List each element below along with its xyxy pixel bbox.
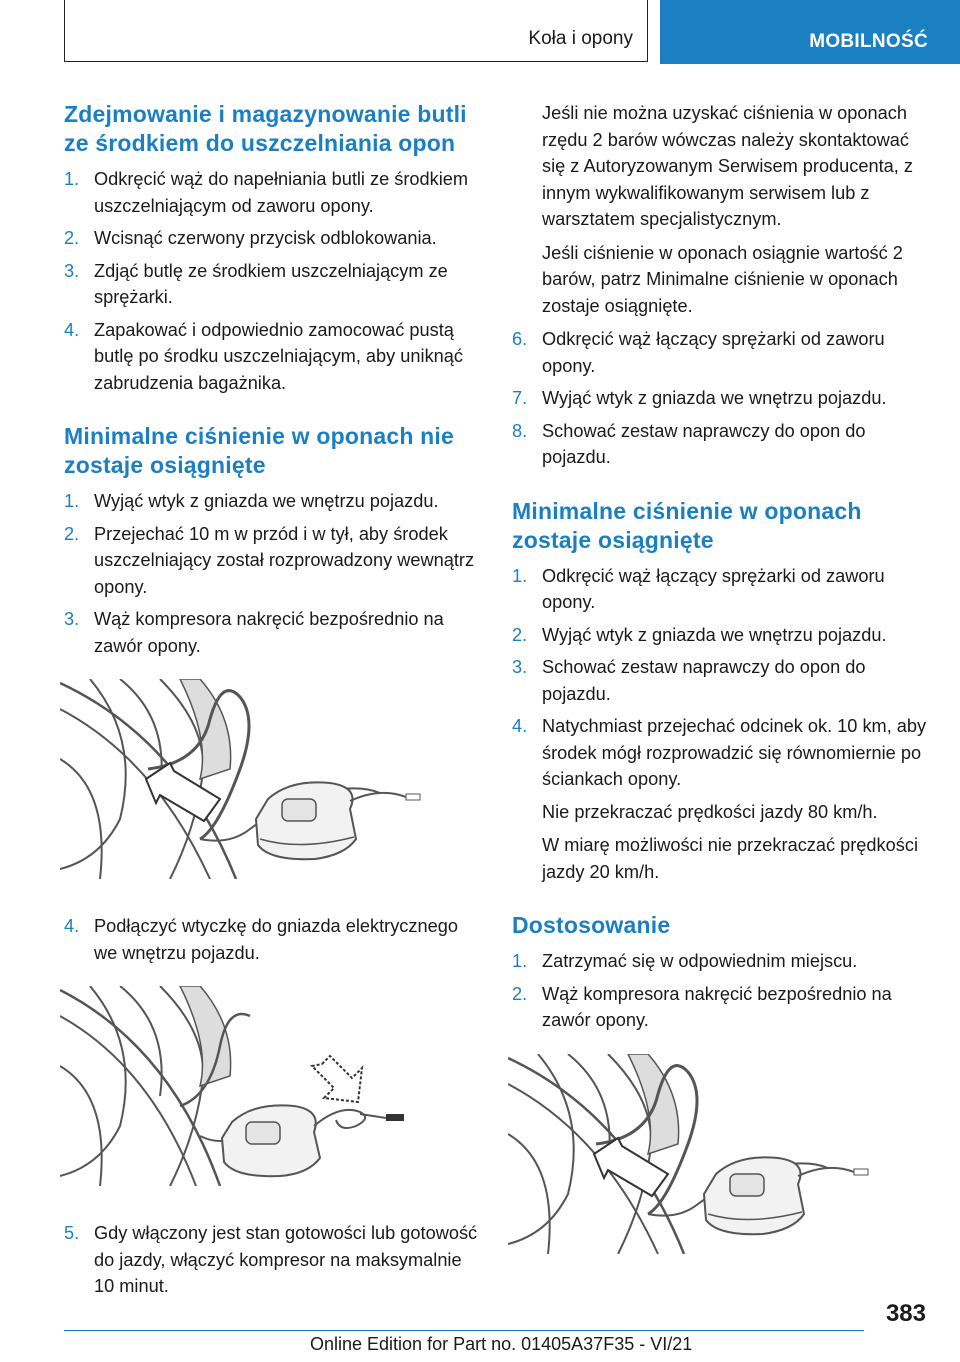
step-number: 2. <box>64 228 80 248</box>
compressor-illustration-icon <box>508 1054 928 1254</box>
list-item <box>512 326 932 379</box>
figure-plug-into-socket <box>60 986 480 1186</box>
list-item <box>64 166 484 219</box>
section-title-min-pressure-not-reached: Minimalne ciśnienie w oponach nie zostaje osiągnięte <box>64 423 455 478</box>
note-speed-limit-80: Nie przekraczać prędkości jazdy 80 km/h. <box>542 801 878 822</box>
step-number: 1. <box>512 565 528 586</box>
step-number: 1. <box>64 491 80 511</box>
step-number: 1. <box>64 169 80 189</box>
list-item <box>64 488 484 515</box>
header-section-title: Koła i opony <box>528 28 633 49</box>
step-number: 2. <box>64 523 80 544</box>
list-item <box>512 563 932 616</box>
list-item <box>512 418 932 471</box>
step-number: 3. <box>64 260 80 281</box>
step-text: Gdy włączony jest stan gotowości lub gotowość do jazdy, włączyć kompresor na maksymalnie 10 minut. <box>94 1223 478 1296</box>
step-text: Zatrzymać się w odpowiednim miejscu. <box>542 951 858 971</box>
header-chapter-tab <box>660 0 960 64</box>
list-item <box>512 622 932 649</box>
section-title-adjustment: Dostosowanie <box>512 912 671 938</box>
footer-divider <box>64 1330 864 1331</box>
list-item <box>512 654 932 707</box>
paragraph-contact-service: Jeśli nie można uzyskać ciśnienia w oponach rzędu 2 barów wówczas należy skontaktować się z Autoryzowanym Serwisem producenta, z innym wykwalifikowanym serwisem lub z warsztatem specjalistycznym. <box>542 103 913 229</box>
step-text: Wyjąć wtyk z gniazda we wnętrzu pojazdu. <box>94 491 439 511</box>
list-item <box>64 1220 484 1300</box>
section-title-removing-bottle: Zdejmowanie i magazynowanie butli ze środkiem do uszczelniania opon <box>64 101 467 156</box>
compressor-illustration-icon <box>60 679 480 879</box>
step-number: 8. <box>512 420 528 441</box>
list-item <box>64 521 484 601</box>
step-number: 2. <box>512 983 528 1004</box>
list-item <box>64 606 484 659</box>
step-text: Zapakować i odpowiednio zamocować pustą butlę po środku uszczelniającym, aby uniknąć zabrudzenia bagażnika. <box>94 319 463 393</box>
step-number: 7. <box>512 388 528 408</box>
step-text: Schować zestaw naprawczy do opon do pojazdu. <box>542 657 866 704</box>
page-number: 383 <box>885 1300 926 1327</box>
step-text: Zdjąć butlę ze środkiem uszczelniającym ze sprężarki. <box>94 260 448 307</box>
list-item <box>64 225 484 252</box>
step-number: 2. <box>512 624 528 645</box>
step-number: 3. <box>64 609 80 629</box>
step-number: 4. <box>64 916 80 936</box>
step-text: Wyjąć wtyk z gniazda we wnętrzu pojazdu. <box>542 388 887 408</box>
list-item <box>512 948 932 975</box>
step-text: Odkręcić wąż łączący sprężarki od zaworu opony. <box>542 329 885 376</box>
step-text: Odkręcić wąż do napełniania butli ze środkiem uszczelniającym od zaworu opony. <box>94 169 469 216</box>
page-header <box>0 0 960 64</box>
compressor-plug-illustration-icon <box>60 986 480 1186</box>
step-text: Wyjąć wtyk z gniazda we wnętrzu pojazdu. <box>542 624 887 645</box>
step-text: Schować zestaw naprawczy do opon do pojazdu. <box>542 420 866 467</box>
page-footer <box>0 1290 960 1362</box>
right-column <box>512 100 932 1288</box>
list-item <box>64 317 484 397</box>
note-speed-limit-20: W miarę możliwości nie przekraczać prędkości jazdy 20 km/h. <box>542 835 918 882</box>
left-column <box>64 100 484 1306</box>
header-chapter-title: MOBILNOŚĆ <box>809 31 928 52</box>
step-number: 5. <box>64 1223 80 1243</box>
list-item <box>512 385 932 412</box>
paragraph-pressure-reached: Jeśli ciśnienie w oponach osiągnie wartość 2 barów, patrz Minimalne ciśnienie w oponach zostaje osiągnięte. <box>542 242 903 316</box>
figure-compressor-hose-to-valve <box>60 679 480 879</box>
step-text: Odkręcić wąż łączący sprężarki od zaworu opony. <box>542 565 885 612</box>
step-text: Podłączyć wtyczkę do gniazda elektrycznego we wnętrzu pojazdu. <box>94 916 458 963</box>
list-item <box>64 913 484 966</box>
step-number: 4. <box>512 716 528 736</box>
figure-compressor-hose-to-valve-2 <box>508 1054 928 1254</box>
step-text: Wcisnąć czerwony przycisk odblokowania. <box>94 228 437 248</box>
list-item <box>64 258 484 311</box>
header-section-box <box>64 0 648 62</box>
step-text: Wąż kompresora nakręcić bezpośrednio na zawór opony. <box>542 983 892 1030</box>
step-number: 6. <box>512 329 528 349</box>
step-text: Przejechać 10 m w przód i w tył, aby środek uszczelniający został rozprowadzony wewnątrz opony. <box>94 523 475 597</box>
step-text: Natychmiast przejechać odcinek ok. 10 km, aby środek mógł rozprowadzić się równomiernie po ściankach opony. <box>542 716 927 789</box>
step-number: 1. <box>512 951 528 971</box>
step-number: 3. <box>512 657 528 677</box>
step-text: Wąż kompresora nakręcić bezpośrednio na zawór opony. <box>94 609 444 656</box>
step-number: 4. <box>64 319 80 340</box>
list-item <box>512 713 932 793</box>
section-title-min-pressure-reached: Minimalne ciśnienie w oponach zostaje osiągnięte <box>512 497 862 553</box>
list-item <box>512 981 932 1034</box>
footer-edition-text: Online Edition for Part no. 01405A37F35 - VI/21 <box>310 1334 693 1354</box>
